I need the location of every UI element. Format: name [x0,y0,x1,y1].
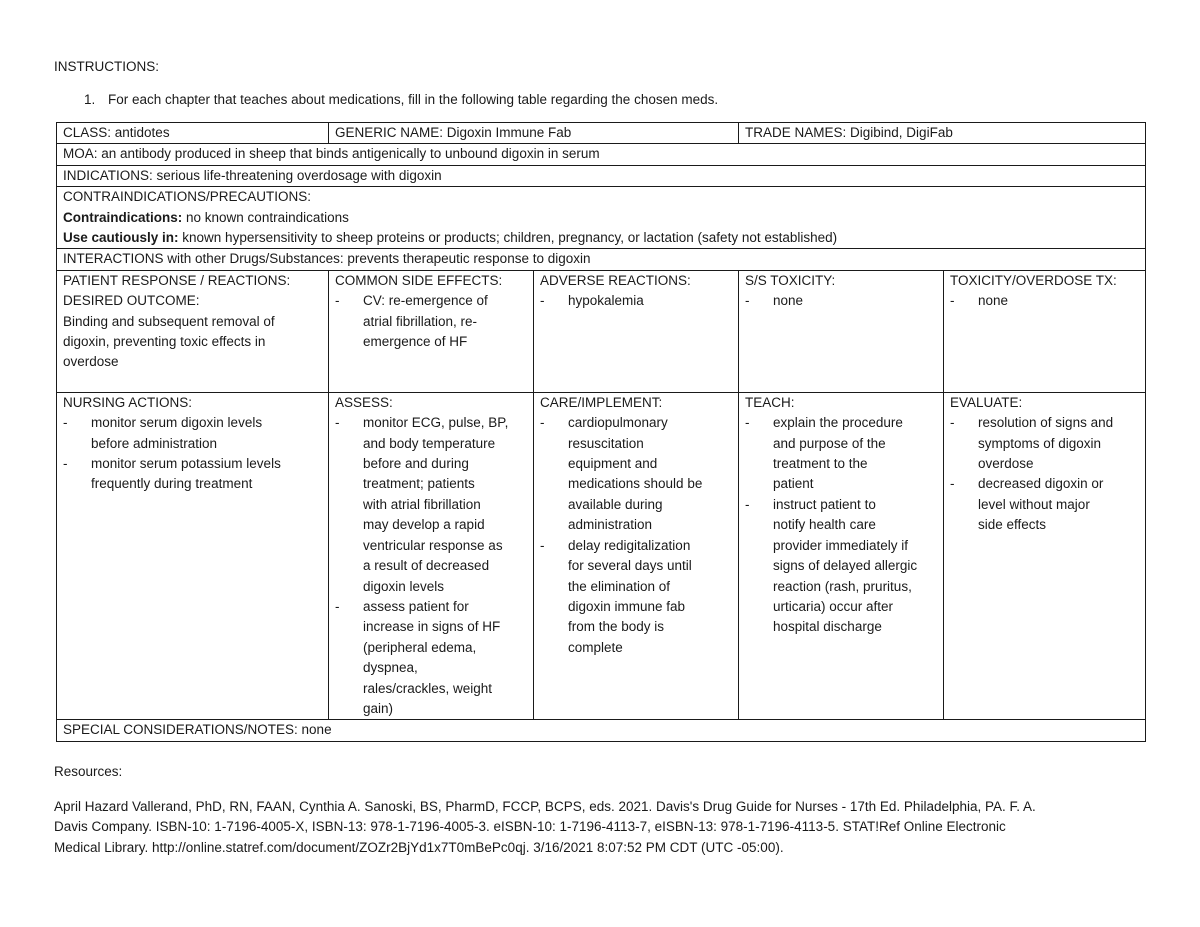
care-line: complete [568,639,623,655]
generic-name-cell: GENERIC NAME: Digoxin Immune Fab [329,123,739,144]
teach-line: - explain the procedure [773,415,903,431]
adverse-reactions-list [540,291,734,311]
care-line: - cardiopulmonary [568,415,668,431]
adverse-reactions-cell [534,270,739,392]
overdose-tx-heading: TOXICITY/OVERDOSE TX: [950,272,1117,288]
teach-line: hospital discharge [773,619,882,635]
care-line: the elimination of [568,578,671,594]
drug-card-table [56,122,1146,742]
assess-heading: ASSESS: [335,394,393,410]
assess-line: (peripheral edema, [363,639,477,655]
nursing-action-item [63,413,324,454]
care-line: equipment and [568,456,658,472]
assess-line: a result of decreased [363,558,490,574]
care-line: resuscitation [568,435,644,451]
teach-heading: TEACH: [745,394,795,410]
assess-line: increase in signs of HF [363,619,501,635]
use-cautiously-line [63,228,1141,248]
nursing-actions-cell [57,392,329,720]
assess-line: gain) [363,700,394,716]
adverse-reaction-item: - hypokalemia [540,291,734,311]
assess-line: treatment; patients [363,476,475,492]
evaluate-line: overdose [978,456,1034,472]
assess-line: rales/crackles, weight [363,680,493,696]
evaluate-line: level without major [978,496,1090,512]
overdose-tx-list [950,291,1141,311]
evaluate-heading: EVALUATE: [950,394,1023,410]
assess-line: ventricular response as [363,537,503,553]
contraindications-text: no known contraindications [182,209,349,225]
instruction-number: 1. [84,92,96,107]
contraindications-line [63,208,1141,228]
patient-response-cell [57,270,329,392]
toxicity-cell [739,270,944,392]
use-cautiously-text: known hypersensitivity to sheep proteins or products; children, pregnancy, or lactation (safety not established) [178,230,838,246]
nursing-action-line: frequently during treatment [91,476,253,492]
evaluate-line: side effects [978,517,1047,533]
teach-line: treatment to the [773,456,868,472]
toxicity-heading: S/S TOXICITY: [745,272,836,288]
desired-outcome-line: Binding and subsequent removal of [63,313,275,329]
care-implement-item [540,413,734,535]
care-implement-cell [534,392,739,720]
teach-line: notify health care [773,517,876,533]
evaluate-line: - resolution of signs and [978,415,1114,431]
evaluate-line: - decreased digoxin or [978,476,1104,492]
patient-response-heading: PATIENT RESPONSE / REACTIONS: [63,272,291,288]
nursing-action-line: before administration [91,435,218,451]
teach-line: signs of delayed allergic [773,558,918,574]
assess-line: and body temperature [363,435,496,451]
nursing-actions-list [63,413,324,495]
side-effect-line: atrial fibrillation, re- [363,313,478,329]
nursing-actions-heading: NURSING ACTIONS: [63,394,193,410]
teach-list [745,413,939,637]
assess-line: digoxin levels [363,578,445,594]
assess-item [335,597,529,719]
care-line: for several days until [568,558,692,574]
evaluate-cell [944,392,1146,720]
interactions-cell: INTERACTIONS with other Drugs/Substances: prevents therapeutic response to digoxin [57,249,1146,270]
assess-cell [329,392,534,720]
contraindications-heading: CONTRAINDICATIONS/PRECAUTIONS: [63,189,312,205]
class-cell: CLASS: antidotes [57,123,329,144]
adverse-reactions-heading: ADVERSE REACTIONS: [540,272,691,288]
instructions-heading: INSTRUCTIONS: [54,59,160,74]
evaluate-item [950,474,1141,535]
toxicity-item: - none [745,291,939,311]
trade-names-cell: TRADE NAMES: Digibind, DigiFab [739,123,1146,144]
assess-line: - assess patient for [363,598,469,614]
care-implement-list [540,413,734,658]
citation-line: April Hazard Vallerand, PhD, RN, FAAN, Cynthia A. Sanoski, BS, PharmD, FCCP, BCPS, eds. 2021. Davis's Drug Guide for Nurses - 17th Ed. Philadelphia, PA. F. A. [54,799,1036,814]
resources-heading: Resources: [54,764,123,779]
teach-line: reaction (rash, pruritus, [773,578,912,594]
teach-cell [739,392,944,720]
citation-line: Medical Library. http://online.statref.com/document/ZOZr2BjYd1x7T0mBePc0qj. 3/16/2021 8:07:52 PM CDT (UTC -05:00). [54,839,784,855]
assess-line: before and during [363,456,469,472]
care-line: digoxin immune fab [568,598,686,614]
care-implement-heading: CARE/IMPLEMENT: [540,394,663,410]
instruction-item [84,90,718,110]
care-implement-item [540,536,734,658]
overdose-tx-item: - none [950,291,1141,311]
contraindications-label: Contraindications: [63,209,183,225]
teach-line: and purpose of the [773,435,886,451]
assess-item [335,413,529,597]
evaluate-line: symptoms of digoxin [978,435,1102,451]
side-effects-cell [329,270,534,392]
teach-item [745,495,939,638]
care-line: from the body is [568,619,665,635]
evaluate-item [950,413,1141,474]
care-line: administration [568,517,653,533]
assess-list [335,413,529,719]
special-considerations-cell: SPECIAL CONSIDERATIONS/NOTES: none [57,720,1146,741]
contraindications-cell [57,187,1146,249]
side-effect-line: - CV: re-emergence of [363,293,488,309]
side-effects-heading: COMMON SIDE EFFECTS: [335,272,503,288]
teach-line: provider immediately if [773,537,909,553]
desired-outcome-heading: DESIRED OUTCOME: [63,293,200,309]
side-effects-list [335,291,529,352]
evaluate-list [950,413,1141,535]
assess-line: dyspnea, [363,660,418,676]
desired-outcome-line: digoxin, preventing toxic effects in [63,334,266,350]
side-effect-item [335,291,529,352]
assess-line: with atrial fibrillation [363,496,481,512]
overdose-tx-cell [944,270,1146,392]
side-effect-line: emergence of HF [363,334,468,350]
citation [54,797,1144,858]
nursing-action-line: - monitor serum potassium levels [91,456,281,472]
instruction-text: For each chapter that teaches about medications, fill in the following table regarding the chosen meds. [108,92,719,107]
citation-line: Davis Company. ISBN-10: 1-7196-4005-X, ISBN-13: 978-1-7196-4005-3. eISBN-10: 1-7196-4113-7, eISBN-13: 978-1-7196-4113-5. STAT!Ref Online Electronic [54,819,1006,835]
toxicity-list [745,291,939,311]
teach-line: urticaria) occur after [773,598,894,614]
use-cautiously-label: Use cautiously in: [63,230,179,246]
care-line: - delay redigitalization [568,537,691,553]
indications-cell: INDICATIONS: serious life-threatening overdosage with digoxin [57,165,1146,186]
care-line: medications should be [568,476,703,492]
assess-line: may develop a rapid [363,517,485,533]
moa-cell: MOA: an antibody produced in sheep that binds antigenically to unbound digoxin in serum [57,144,1146,165]
teach-item [745,413,939,495]
teach-line: - instruct patient to [773,496,876,512]
assess-line: - monitor ECG, pulse, BP, [363,415,509,431]
nursing-action-line: - monitor serum digoxin levels [91,415,263,431]
teach-line: patient [773,476,814,492]
nursing-action-item [63,454,324,495]
care-line: available during [568,496,663,512]
desired-outcome-line: overdose [63,354,119,370]
